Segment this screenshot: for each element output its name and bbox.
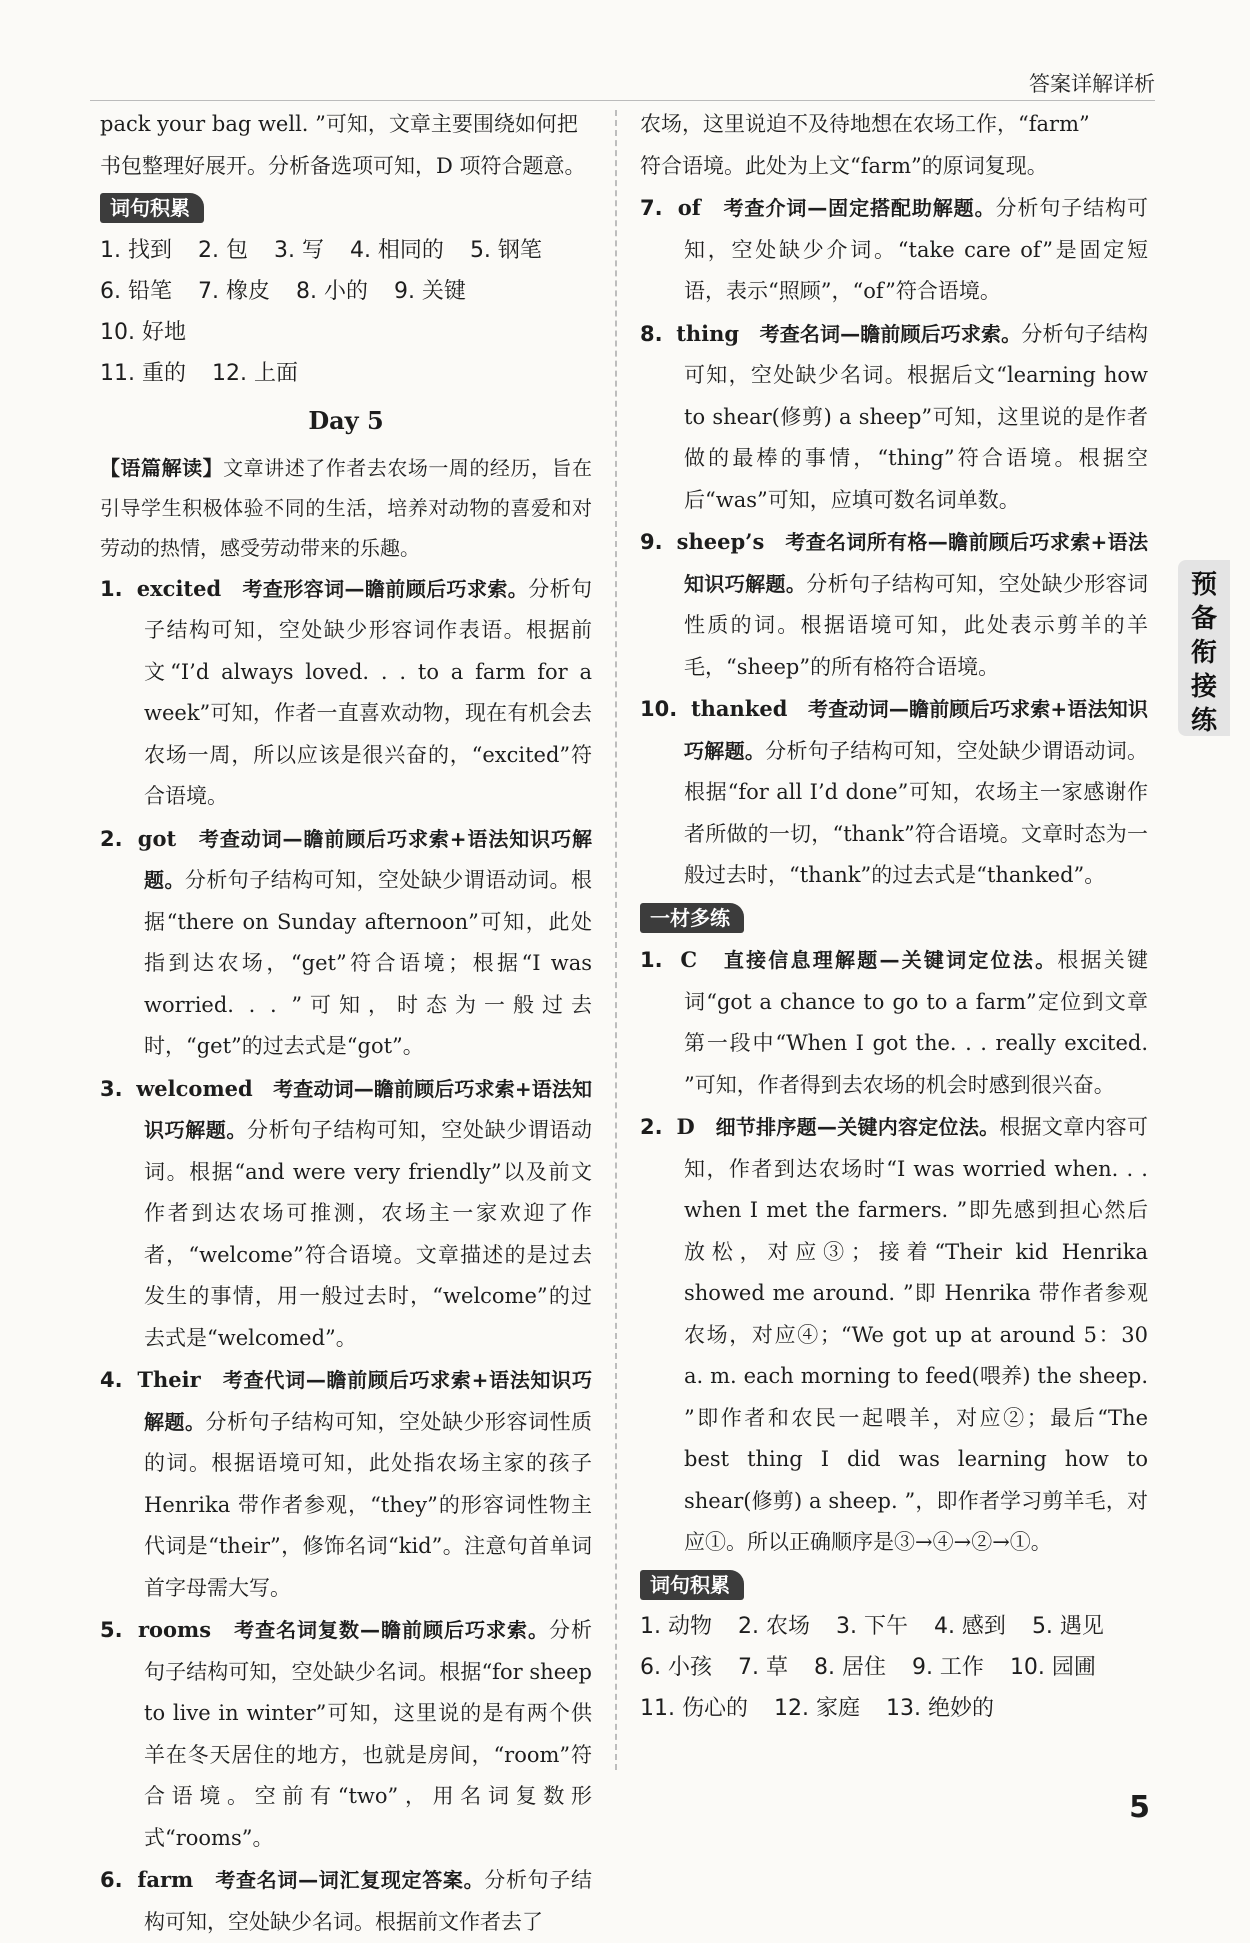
vocab-list xyxy=(100,230,592,394)
vocab-item: 5. 钢笔 xyxy=(469,237,542,263)
item-explanation: 分析句子结构可知，空处缺少形容词作表语。根据前文“I’d always loved. . . to a farm for a week”可知，作者一直喜欢动物，现在有机会去农场一周，所以应该是很兴奋的，“excited”符合语境。 xyxy=(144,576,593,808)
answer-item xyxy=(100,1859,592,1943)
item-number: 2. xyxy=(100,826,123,851)
item-answer: thing xyxy=(676,320,740,346)
item-answer: farm xyxy=(137,1867,194,1892)
side-tab-char: 衔 xyxy=(1190,638,1217,668)
passage-intro xyxy=(100,448,592,568)
vocab-item: 2. 农场 xyxy=(737,1614,810,1639)
item-explanation: 根据关键词“got a chance to go to a farm”定位到文章第一段中“When I got the. . . really excited. ”可知，作者得到去农场的机会时感到很兴奋。 xyxy=(684,948,1149,1097)
section-side-tab xyxy=(1178,560,1230,736)
vocab-item: 6. 小孩 xyxy=(640,1655,712,1680)
item-explanation: 分析句子结构可知，空处缺少谓语动词。根据“and were very friendly”以及前文作者到达农场可推测，农场主一家欢迎了作者，“welcome”符合语境。文章描述的是过去发生的事情，用一般过去时，“welcome”的过去式是“welcomed”。 xyxy=(144,1118,592,1350)
vocab-item: 1. 找到 xyxy=(100,237,172,263)
vocab-item: 12. 上面 xyxy=(211,360,298,386)
vocab-item: 11. 重的 xyxy=(100,360,186,386)
item-answer: thanked xyxy=(690,696,788,721)
item-explanation: 根据文章内容可知，作者到达农场时“I was worried when. . . when I met the farmers. ”即先感到担心然后放松，对应③；接着“Their kid Henrika showed me around. ”即 Henrika 带作者参观农场，对应④；“We got up at around 5：30 a. m. each morning to feed(喂养) the sheep. ”即作者和农民一起喂羊，对应②；最后“The best thing I did was learning how to shear(修剪) a sheep. ”，即作者学习剪羊毛，对应①。所以正确顺序是③→④→②→①。 xyxy=(684,1115,1149,1554)
vocab-item: 5. 遇见 xyxy=(1031,1614,1104,1639)
answer-item xyxy=(100,818,592,1068)
intro-label: 【语篇解读】 xyxy=(100,455,224,480)
vocab-item: 8. 居住 xyxy=(813,1655,886,1680)
item-explanation: 分析句子结构可知，空处缺少谓语动词。根据“there on Sunday afternoon”可知，此处指到达农场，“get”符合语境；根据“I was worried. . . ”可知，时态为一般过去时，“get”的过去式是“got”。 xyxy=(144,868,593,1058)
vocab-item: 7. 草 xyxy=(737,1655,788,1680)
item-explanation: 分析句子结构可知，空处缺少介词。“take care of”是固定短语，表示“照顾”，“of”符合语境。 xyxy=(684,196,1149,303)
item-number: 7. xyxy=(640,196,663,220)
item-number: 8. xyxy=(640,321,663,346)
vocab-badge: 词句积累 xyxy=(100,193,204,223)
item-explanation: 分析句子结构可知，空处缺少名词。根据后文“learning how to shear(修剪) a sheep”可知，这里说的是作者做的最棒的事情，“thing”符合语境。根据空后“was”可知，应填可数名词单数。 xyxy=(684,321,1149,512)
continued-line: 符合语境。此处为上文“farm”的原词复现。 xyxy=(640,153,1048,178)
item-method: 考查名词所有格—瞻前顾后巧求索+语法知识巧解题。 xyxy=(684,530,1148,596)
item-number: 1. xyxy=(100,576,123,601)
item-number: 1. xyxy=(640,948,663,972)
item-answer: welcomed xyxy=(136,1075,253,1101)
item-answer: rooms xyxy=(137,1617,212,1642)
vocab-item: 10. 好地 xyxy=(100,319,186,345)
continued-line: pack your bag well. ”可知，文章主要围绕如何把 xyxy=(100,112,578,136)
vocab-item: 9. 工作 xyxy=(911,1655,984,1680)
item-number: 4. xyxy=(100,1368,123,1392)
practice-item xyxy=(640,939,1148,1106)
item-method: 考查名词—词汇复现定答案。 xyxy=(215,1868,485,1892)
vocab-item: 4. 相同的 xyxy=(349,237,444,263)
continued-line: 农场，这里说迫不及待地想在农场工作，“farm” xyxy=(640,112,1090,136)
answer-item xyxy=(100,1609,592,1859)
item-method: 考查介词—固定搭配助解题。 xyxy=(723,196,996,220)
item-method: 考查动词—瞻前顾后巧求索+语法知识巧解题。 xyxy=(684,697,1148,763)
item-method: 考查形容词—瞻前顾后巧求索。 xyxy=(242,576,529,601)
vocab-item: 3. 下午 xyxy=(835,1614,908,1639)
right-column xyxy=(640,104,1148,1729)
item-answer: sheep’s xyxy=(676,529,765,554)
vocab-item: 4. 感到 xyxy=(933,1614,1006,1639)
side-tab-char: 练 xyxy=(1190,706,1217,736)
side-tab-char: 备 xyxy=(1190,604,1217,634)
item-method: 考查动词—瞻前顾后巧求索+语法知识巧解题。 xyxy=(144,826,592,892)
vocab-item: 10. 园圃 xyxy=(1009,1655,1096,1680)
item-explanation: 分析句子结构可知，空处缺少形容词性质的词。根据语境可知，此处指农场主家的孩子 Henrika 带作者参观，“they”的形容词性物主代词是“their”，修饰名词“kid”。注意句首单词首字母需大写。 xyxy=(144,1409,592,1600)
vocab-item: 6. 铅笔 xyxy=(100,278,172,304)
vocab-item: 8. 小的 xyxy=(295,278,368,304)
item-answer: Their xyxy=(137,1367,201,1392)
practice-item xyxy=(640,1106,1148,1564)
vocab-item: 3. 写 xyxy=(273,237,324,263)
page-number: 5 xyxy=(1129,1790,1150,1825)
left-column xyxy=(100,104,592,1943)
vocab-list xyxy=(640,1606,1148,1729)
item-answer: D xyxy=(676,1114,695,1139)
item-method: 细节排序题—关键内容定位法。 xyxy=(715,1115,1000,1139)
side-tab-char: 预 xyxy=(1190,570,1217,600)
item-answer: excited xyxy=(136,575,222,601)
item-number: 9. xyxy=(640,530,663,554)
answer-item xyxy=(100,1359,592,1609)
vocab-item: 1. 动物 xyxy=(640,1614,712,1639)
item-number: 2. xyxy=(640,1115,663,1139)
intro-text: 文章讲述了作者去农场一周的经历，旨在引导学生积极体验不同的生活，培养对动物的喜爱和对劳动的热情，感受劳动带来的乐趣。 xyxy=(100,455,593,560)
header-rule xyxy=(90,100,1155,101)
column-divider xyxy=(615,110,617,1770)
answer-item xyxy=(100,568,592,818)
day-title: Day 5 xyxy=(308,405,384,435)
item-method: 考查名词—瞻前顾后巧求索。 xyxy=(759,321,1022,346)
item-answer: of xyxy=(677,195,701,220)
item-explanation: 分析句子结构可知，空处缺少形容词性质的词。根据语境可知，此处表示剪羊的羊毛，“sheep”的所有格符合语境。 xyxy=(684,571,1149,679)
vocab-item: 9. 关键 xyxy=(393,278,466,304)
item-explanation: 分析句子结构可知，空处缺少名词。根据“for sheep to live in winter”可知，这里说的是有两个供羊在冬天居住的地方，也就是房间，“room”符合语境。空前有“two”，用名词复数形式“rooms”。 xyxy=(144,1618,592,1850)
answer-item xyxy=(640,187,1148,313)
answer-item xyxy=(640,688,1148,897)
vocab-item: 12. 家庭 xyxy=(773,1696,860,1721)
item-method: 考查名词复数—瞻前顾后巧求索。 xyxy=(234,1618,549,1642)
continued-line: 书包整理好展开。分析备选项可知，D 项符合题意。 xyxy=(100,153,586,178)
vocab-item: 13. 绝妙的 xyxy=(885,1696,994,1721)
page-header: 答案详解详析 xyxy=(1029,72,1155,96)
item-number: 6. xyxy=(100,1868,123,1892)
item-number: 5. xyxy=(100,1618,123,1642)
practice-badge: 一材多练 xyxy=(640,903,744,933)
vocab-item: 11. 伤心的 xyxy=(640,1696,748,1721)
item-method: 考查代词—瞻前顾后巧求索+语法知识巧解题。 xyxy=(144,1368,592,1434)
answer-item xyxy=(640,521,1148,688)
side-tab-char: 接 xyxy=(1190,672,1217,702)
item-answer: got xyxy=(137,825,177,851)
vocab-item: 2. 包 xyxy=(197,237,248,263)
item-explanation: 分析句子结构可知，空处缺少谓语动词。根据“for all I’d done”可知，农场主一家感谢作者所做的一切，“thank”符合语境。文章时态为一般过去时，“thank”的过去式是“thanked”。 xyxy=(684,738,1149,887)
item-answer: C xyxy=(680,947,698,972)
item-method: 考查动词—瞻前顾后巧求索+语法知识巧解题。 xyxy=(144,1076,593,1142)
answer-item xyxy=(100,1068,592,1360)
item-explanation: 分析句子结构可知，空处缺少名词。根据前文作者去了 xyxy=(144,1868,593,1934)
vocab-badge: 词句积累 xyxy=(640,1570,744,1600)
vocab-item: 7. 橡皮 xyxy=(197,278,270,304)
item-number: 10. xyxy=(640,697,678,721)
answer-item xyxy=(640,313,1148,522)
item-number: 3. xyxy=(100,1076,123,1101)
item-method: 直接信息理解题—关键词定位法。 xyxy=(723,948,1058,972)
